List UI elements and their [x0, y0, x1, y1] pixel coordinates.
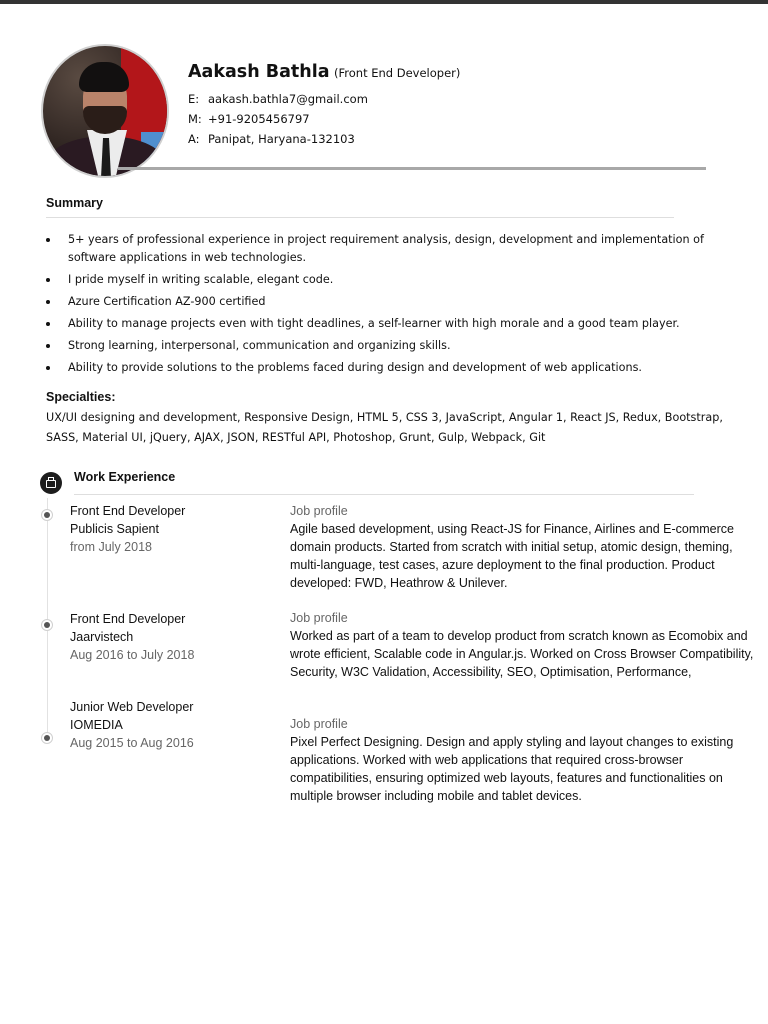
job-description: Worked as part of a team to develop product from scratch known as Ecomobix and wrote efficient, Scalable code in Angular.js. Worked on Cross Browser Compatibility, Security, W3C Validation, Accessibility, SEO, Optimisation, Performance, [290, 629, 754, 679]
job-dates: from July 2018 [70, 540, 152, 554]
job-profile-label: Job profile [290, 717, 348, 731]
bullet-icon [46, 366, 50, 370]
top-border [0, 0, 768, 4]
summary-item: Ability to manage projects even with tight deadlines, a self-learner with high morale and a good team player. [46, 315, 726, 333]
header-divider [118, 167, 706, 170]
summary-item: Ability to provide solutions to the problems faced during design and development of web applications. [46, 359, 726, 377]
name-line [188, 62, 460, 82]
job-1-meta [70, 502, 280, 556]
job-profile-label: Job profile [290, 504, 348, 518]
job-description: Agile based development, using React-JS for Finance, Airlines and E-commerce domain products. Started from scratch with initial setup, atomic design, theming, multi-language, test cases, azure deployment to the final production. Product developed: FWD, Heathrow & Unilever. [290, 522, 734, 590]
job-3-meta [70, 698, 280, 752]
summary-item: 5+ years of professional experience in project requirement analysis, design, development and implementation of software applications in web technologies. [46, 231, 726, 267]
bullet-icon [46, 344, 50, 348]
specialties-heading: Specialties: [46, 390, 116, 404]
job-description: Pixel Perfect Designing. Design and apply styling and layout changes to existing applications. Worked with web applications that required cross-browser compatibilities, ensuring optimized web layouts, features and functionalities on multiple browser including mobile and tablet devices. [290, 735, 734, 803]
summary-item: Azure Certification AZ-900 certified [46, 293, 726, 311]
job-profile-label: Job profile [290, 611, 348, 625]
job-title: Junior Web Developer [70, 700, 194, 714]
bullet-icon [46, 300, 50, 304]
job-dates: Aug 2015 to Aug 2016 [70, 736, 194, 750]
bullet-icon [46, 278, 50, 282]
job-dates: Aug 2016 to July 2018 [70, 648, 195, 662]
summary-list [46, 231, 726, 381]
job-2-profile [290, 609, 764, 681]
address-label: A: [188, 132, 200, 146]
job-3-profile [290, 715, 764, 805]
candidate-role: (Front End Developer) [334, 66, 461, 80]
email-value[interactable]: aakash.bathla7@gmail.com [208, 92, 368, 106]
job-company: Jaarvistech [70, 630, 134, 644]
timeline-dot-icon [41, 509, 53, 521]
specialties-text: UX/UI designing and development, Responsive Design, HTML 5, CSS 3, JavaScript, Angular 1, React JS, Redux, Bootstrap, SASS, Material UI, jQuery, AJAX, JSON, RESTful API, Photoshop, Grunt, Gulp, Webpack, Git [46, 411, 723, 444]
work-experience-heading: Work Experience [74, 470, 176, 484]
work-divider [74, 494, 694, 495]
summary-item: Strong learning, interpersonal, communication and organizing skills. [46, 337, 726, 355]
email-line [188, 92, 368, 106]
timeline-dot-icon [41, 619, 53, 631]
email-label: E: [188, 92, 200, 106]
timeline-dot-icon [41, 732, 53, 744]
job-2-meta [70, 610, 280, 664]
candidate-name: Aakash Bathla [188, 62, 330, 82]
job-company: IOMEDIA [70, 718, 123, 732]
mobile-label: M: [188, 112, 202, 126]
job-title: Front End Developer [70, 504, 186, 518]
mobile-line [188, 112, 310, 126]
summary-item: I pride myself in writing scalable, elegant code. [46, 271, 726, 289]
bullet-icon [46, 322, 50, 326]
summary-heading: Summary [46, 196, 103, 210]
briefcase-icon [40, 472, 62, 494]
address-value: Panipat, Haryana-132103 [208, 132, 355, 146]
job-title: Front End Developer [70, 612, 186, 626]
profile-photo [41, 44, 169, 178]
mobile-value: +91-9205456797 [208, 112, 310, 126]
job-company: Publicis Sapient [70, 522, 159, 536]
summary-divider [46, 217, 674, 218]
address-line [188, 132, 355, 146]
job-1-profile [290, 502, 764, 592]
bullet-icon [46, 238, 50, 242]
